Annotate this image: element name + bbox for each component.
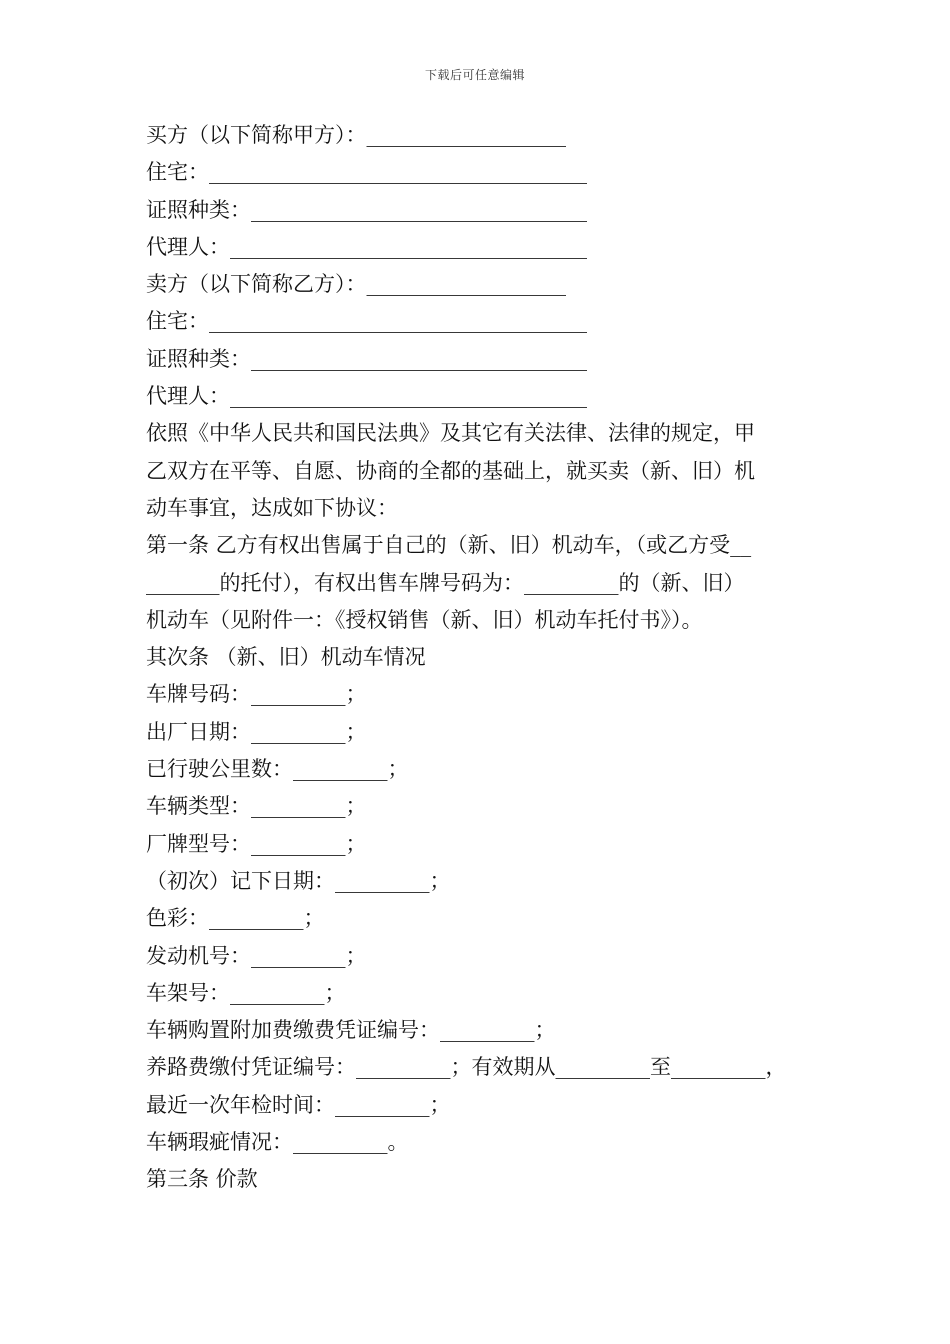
article-2-heading: 其次条 （新、旧）机动车情况 <box>146 645 426 670</box>
brand-model-line: 厂牌型号：_________； <box>146 831 367 856</box>
buyer-agent-line: 代理人：__________________________________ <box>146 234 587 259</box>
contract-body <box>146 117 818 1199</box>
plate-number-line: 车牌号码：_________； <box>146 682 367 707</box>
article-1-line-1: 第一条 乙方有权出售属于自己的（新、旧）机动车，（或乙方受__ <box>146 533 752 558</box>
buyer-address-line: 住宅：____________________________________ <box>146 160 587 185</box>
page-header-note: 下载后可任意编辑 <box>424 68 525 82</box>
manufacture-date-line: 出厂日期：_________； <box>146 719 367 744</box>
engine-number-line: 发动机号：_________； <box>146 943 367 968</box>
seller-agent-line: 代理人：__________________________________ <box>146 384 587 409</box>
buyer-id-type-line: 证照种类：________________________________ <box>146 197 587 222</box>
vehicle-type-line: 车辆类型：_________； <box>146 794 367 819</box>
defects-line: 车辆瑕疵情况：_________。 <box>146 1130 409 1155</box>
seller-id-type-line: 证照种类：________________________________ <box>146 346 587 371</box>
article-1-line-2: _______的托付），有权出售车牌号码为：_________的（新、旧） <box>146 570 745 595</box>
road-fee-voucher-line: 养路费缴付凭证编号：_________；有效期从_________至_________， <box>146 1055 787 1080</box>
preamble-line-3: 动车事宜，达成如下协议： <box>146 495 398 520</box>
buyer-name-line: 买方（以下简称甲方）：___________________ <box>146 123 566 147</box>
article-1-line-3: 机动车（见附件一：《授权销售（新、旧）机动车托付书》）。 <box>146 607 703 632</box>
preamble-line-2: 乙双方在平等、自愿、协商的全都的基础上，就买卖（新、旧）机 <box>146 458 755 483</box>
last-inspection-line: 最近一次年检时间：_________； <box>146 1092 451 1117</box>
preamble-line-1: 依照《中华人民共和国民法典》及其它有关法律、法律的规定，甲 <box>146 421 755 446</box>
article-3-heading: 第三条 价款 <box>146 1167 258 1192</box>
registration-date-line: （初次）记下日期：_________； <box>146 868 451 893</box>
seller-address-line: 住宅：____________________________________ <box>146 309 587 334</box>
seller-name-line: 卖方（以下简称乙方）：___________________ <box>146 272 566 297</box>
purchase-tax-voucher-line: 车辆购置附加费缴费凭证编号：_________； <box>146 1018 556 1043</box>
color-line: 色彩：_________； <box>146 906 325 931</box>
frame-number-line: 车架号：_________； <box>146 980 346 1005</box>
mileage-line: 已行驶公里数：_________； <box>146 757 409 782</box>
